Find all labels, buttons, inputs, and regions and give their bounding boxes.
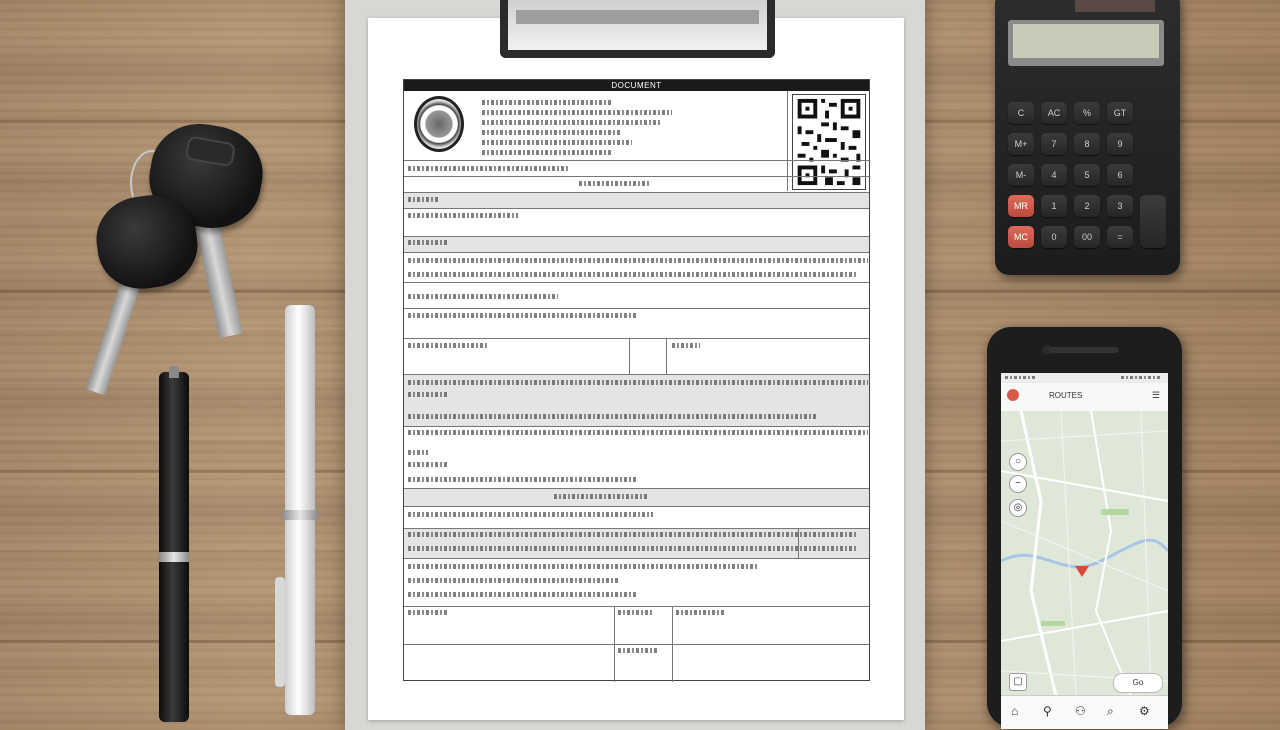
nav-toggle-icon[interactable]: ▢: [1009, 673, 1027, 691]
header-text: [482, 140, 632, 145]
app-header: [1001, 383, 1168, 412]
settings-icon[interactable]: ⚙: [1139, 704, 1150, 718]
calculator-key[interactable]: 1: [1041, 195, 1067, 217]
seal-icon: [414, 96, 464, 152]
people-icon[interactable]: ⚇: [1075, 704, 1086, 718]
calculator-key[interactable]: MC: [1008, 226, 1034, 248]
form-row: [404, 506, 869, 528]
bottom-navigation: [1001, 695, 1168, 729]
calculator-key[interactable]: %: [1074, 102, 1100, 124]
pin-icon[interactable]: [1075, 566, 1089, 577]
calculator-key[interactable]: 9: [1107, 133, 1133, 155]
calculator-key[interactable]: 6: [1107, 164, 1133, 186]
smartphone: [987, 327, 1182, 727]
form-row: [404, 192, 869, 208]
calculator-key[interactable]: MR: [1008, 195, 1034, 217]
calculator-key[interactable]: 0: [1041, 226, 1067, 248]
header-text: [482, 130, 622, 135]
key-blade: [195, 221, 242, 338]
calculator: [995, 0, 1180, 275]
form-row: [404, 236, 869, 252]
location-icon[interactable]: ◎: [1009, 499, 1027, 517]
header-text: [482, 120, 662, 125]
search-icon[interactable]: ⌕: [1107, 704, 1114, 718]
calculator-key-plus[interactable]: [1140, 195, 1166, 248]
speaker-grill: [1049, 347, 1119, 353]
header-text: [482, 110, 672, 115]
calculator-key[interactable]: 8: [1074, 133, 1100, 155]
app-title: ROUTES: [1049, 391, 1083, 400]
white-pen: [285, 305, 315, 715]
form-title: DOCUMENT: [404, 80, 869, 91]
registration-form: [403, 79, 870, 681]
calculator-key[interactable]: M-: [1008, 164, 1034, 186]
calculator-key[interactable]: 00: [1074, 226, 1100, 248]
header-text: [482, 150, 612, 155]
calculator-key[interactable]: 2: [1074, 195, 1100, 217]
calculator-key[interactable]: GT: [1107, 102, 1133, 124]
calculator-key[interactable]: 5: [1074, 164, 1100, 186]
header-text: [482, 100, 612, 105]
calculator-key[interactable]: AC: [1041, 102, 1067, 124]
calculator-key[interactable]: M+: [1008, 133, 1034, 155]
pin-nav-icon[interactable]: ⚲: [1043, 704, 1052, 718]
phone-screen: [1001, 373, 1168, 729]
calculator-key[interactable]: =: [1107, 226, 1133, 248]
layers-icon[interactable]: −: [1009, 475, 1027, 493]
calculator-key[interactable]: 3: [1107, 195, 1133, 217]
back-icon[interactable]: [1007, 389, 1019, 401]
form-row: [404, 252, 869, 282]
calculator-key[interactable]: 4: [1041, 164, 1067, 186]
status-bar: [1001, 373, 1168, 383]
calculator-display: [1008, 20, 1164, 66]
home-icon[interactable]: ⌂: [1011, 704, 1019, 718]
key-blade: [86, 280, 141, 396]
calculator-key[interactable]: C: [1008, 102, 1034, 124]
zoom-icon[interactable]: ○: [1009, 453, 1027, 471]
menu-icon[interactable]: ☰: [1151, 390, 1160, 400]
clipboard-clip: [500, 0, 775, 58]
solar-panel: [1075, 0, 1155, 12]
calculator-key[interactable]: 7: [1041, 133, 1067, 155]
map-view[interactable]: [1001, 411, 1168, 696]
black-pen: [159, 372, 189, 722]
go-button[interactable]: Go: [1113, 673, 1163, 693]
